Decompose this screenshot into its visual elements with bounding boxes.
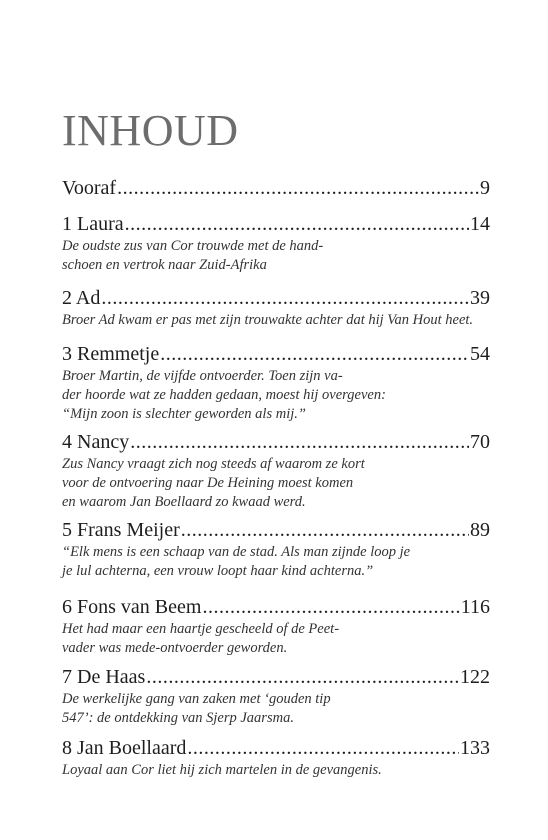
- toc-entry-description: [62, 367, 490, 424]
- toc-entry-line: [62, 665, 490, 689]
- toc-entry-title: Vooraf: [62, 177, 117, 199]
- dot-leader: [146, 665, 459, 689]
- toc-entry-line: [62, 342, 490, 366]
- toc-entry-description: [62, 543, 490, 581]
- toc-entry-description: [62, 311, 490, 330]
- toc-page-number: 89: [470, 519, 490, 541]
- toc-entry-title: 5 Frans Meijer: [62, 519, 180, 541]
- toc-entry-line: [62, 286, 490, 310]
- toc-entry-jan-boellaard: [62, 736, 490, 780]
- toc-page-number: 39: [470, 287, 490, 309]
- page-title: INHOUD: [62, 106, 239, 155]
- description-line: voor de ontvoering naar De Heining moest komen: [62, 475, 354, 491]
- description-line: Broer Martin, de vijfde ontvoerder. Toen zijn va-: [62, 368, 343, 384]
- toc-page-number: 133: [460, 737, 490, 759]
- dot-leader: [101, 286, 469, 310]
- toc-entry-line: [62, 736, 490, 760]
- toc-page-number: 116: [460, 596, 490, 618]
- toc-entry-line: [62, 212, 490, 236]
- description-line: je lul achterna, een vrouw loopt haar kind achterna.”: [62, 563, 374, 579]
- toc-entry-description: [62, 761, 490, 780]
- dot-leader: [130, 430, 469, 454]
- toc-entry-frans-meijer: [62, 518, 490, 581]
- description-line: De oudste zus van Cor trouwde met de hand-: [62, 238, 324, 254]
- toc-entry-title: 4 Nancy: [62, 431, 130, 453]
- description-line: 547’: de ontdekking van Sjerp Jaarsma.: [62, 710, 294, 726]
- toc-entry-title: 1 Laura: [62, 213, 124, 235]
- description-line: Loyaal aan Cor liet hij zich martelen in de gevangenis.: [62, 762, 382, 778]
- dot-leader: [117, 176, 479, 200]
- toc-entry-ad: [62, 286, 490, 330]
- toc-entry-fons-van-beem: [62, 595, 490, 658]
- description-line: schoen en vertrok naar Zuid-Afrika: [62, 257, 267, 273]
- toc-entry-title: 7 De Haas: [62, 666, 146, 688]
- description-line: vader was mede-ontvoerder geworden.: [62, 640, 288, 656]
- description-line: “Mijn zoon is slechter geworden als mij.”: [62, 406, 306, 422]
- toc-entry-title: 3 Remmetje: [62, 343, 160, 365]
- toc-entry-title: 2 Ad: [62, 287, 101, 309]
- toc-entry-line: [62, 176, 490, 200]
- dot-leader: [202, 595, 459, 619]
- toc-page-number: 9: [480, 177, 490, 199]
- toc-page-number: 122: [460, 666, 490, 688]
- toc-entry-line: [62, 430, 490, 454]
- description-line: Het had maar een haartje gescheeld of de Peet-: [62, 621, 340, 637]
- description-line: Broer Ad kwam er pas met zijn trouwakte achter dat hij Van Hout heet.: [62, 312, 474, 328]
- description-line: en waarom Jan Boellaard zo kwaad werd.: [62, 494, 306, 510]
- toc-page-number: 14: [470, 213, 490, 235]
- toc-entry-de-haas: [62, 665, 490, 728]
- toc-entry-title: 6 Fons van Beem: [62, 596, 202, 618]
- toc-entry-line: [62, 518, 490, 542]
- toc-entry-laura: [62, 212, 490, 275]
- dot-leader: [187, 736, 459, 760]
- toc-entry-description: [62, 620, 490, 658]
- description-line: “Elk mens is een schaap van de stad. Als man zijnde loop je: [62, 544, 411, 560]
- toc-entry-description: [62, 690, 490, 728]
- toc-entry-line: [62, 595, 490, 619]
- toc-page-number: 54: [470, 343, 490, 365]
- toc-entry-description: [62, 455, 490, 512]
- toc-entry-nancy: [62, 430, 490, 512]
- toc-page-number: 70: [470, 431, 490, 453]
- toc-entry-description: [62, 237, 490, 275]
- dot-leader: [125, 212, 469, 236]
- dot-leader: [160, 342, 469, 366]
- toc-entry-vooraf: [62, 176, 490, 200]
- description-line: De werkelijke gang van zaken met ‘gouden tip: [62, 691, 331, 707]
- toc-entry-title: 8 Jan Boellaard: [62, 737, 187, 759]
- dot-leader: [181, 518, 469, 542]
- toc-entry-remmetje: [62, 342, 490, 424]
- description-line: der hoorde wat ze hadden gedaan, moest hij overgeven:: [62, 387, 386, 403]
- description-line: Zus Nancy vraagt zich nog steeds af waarom ze kort: [62, 456, 365, 472]
